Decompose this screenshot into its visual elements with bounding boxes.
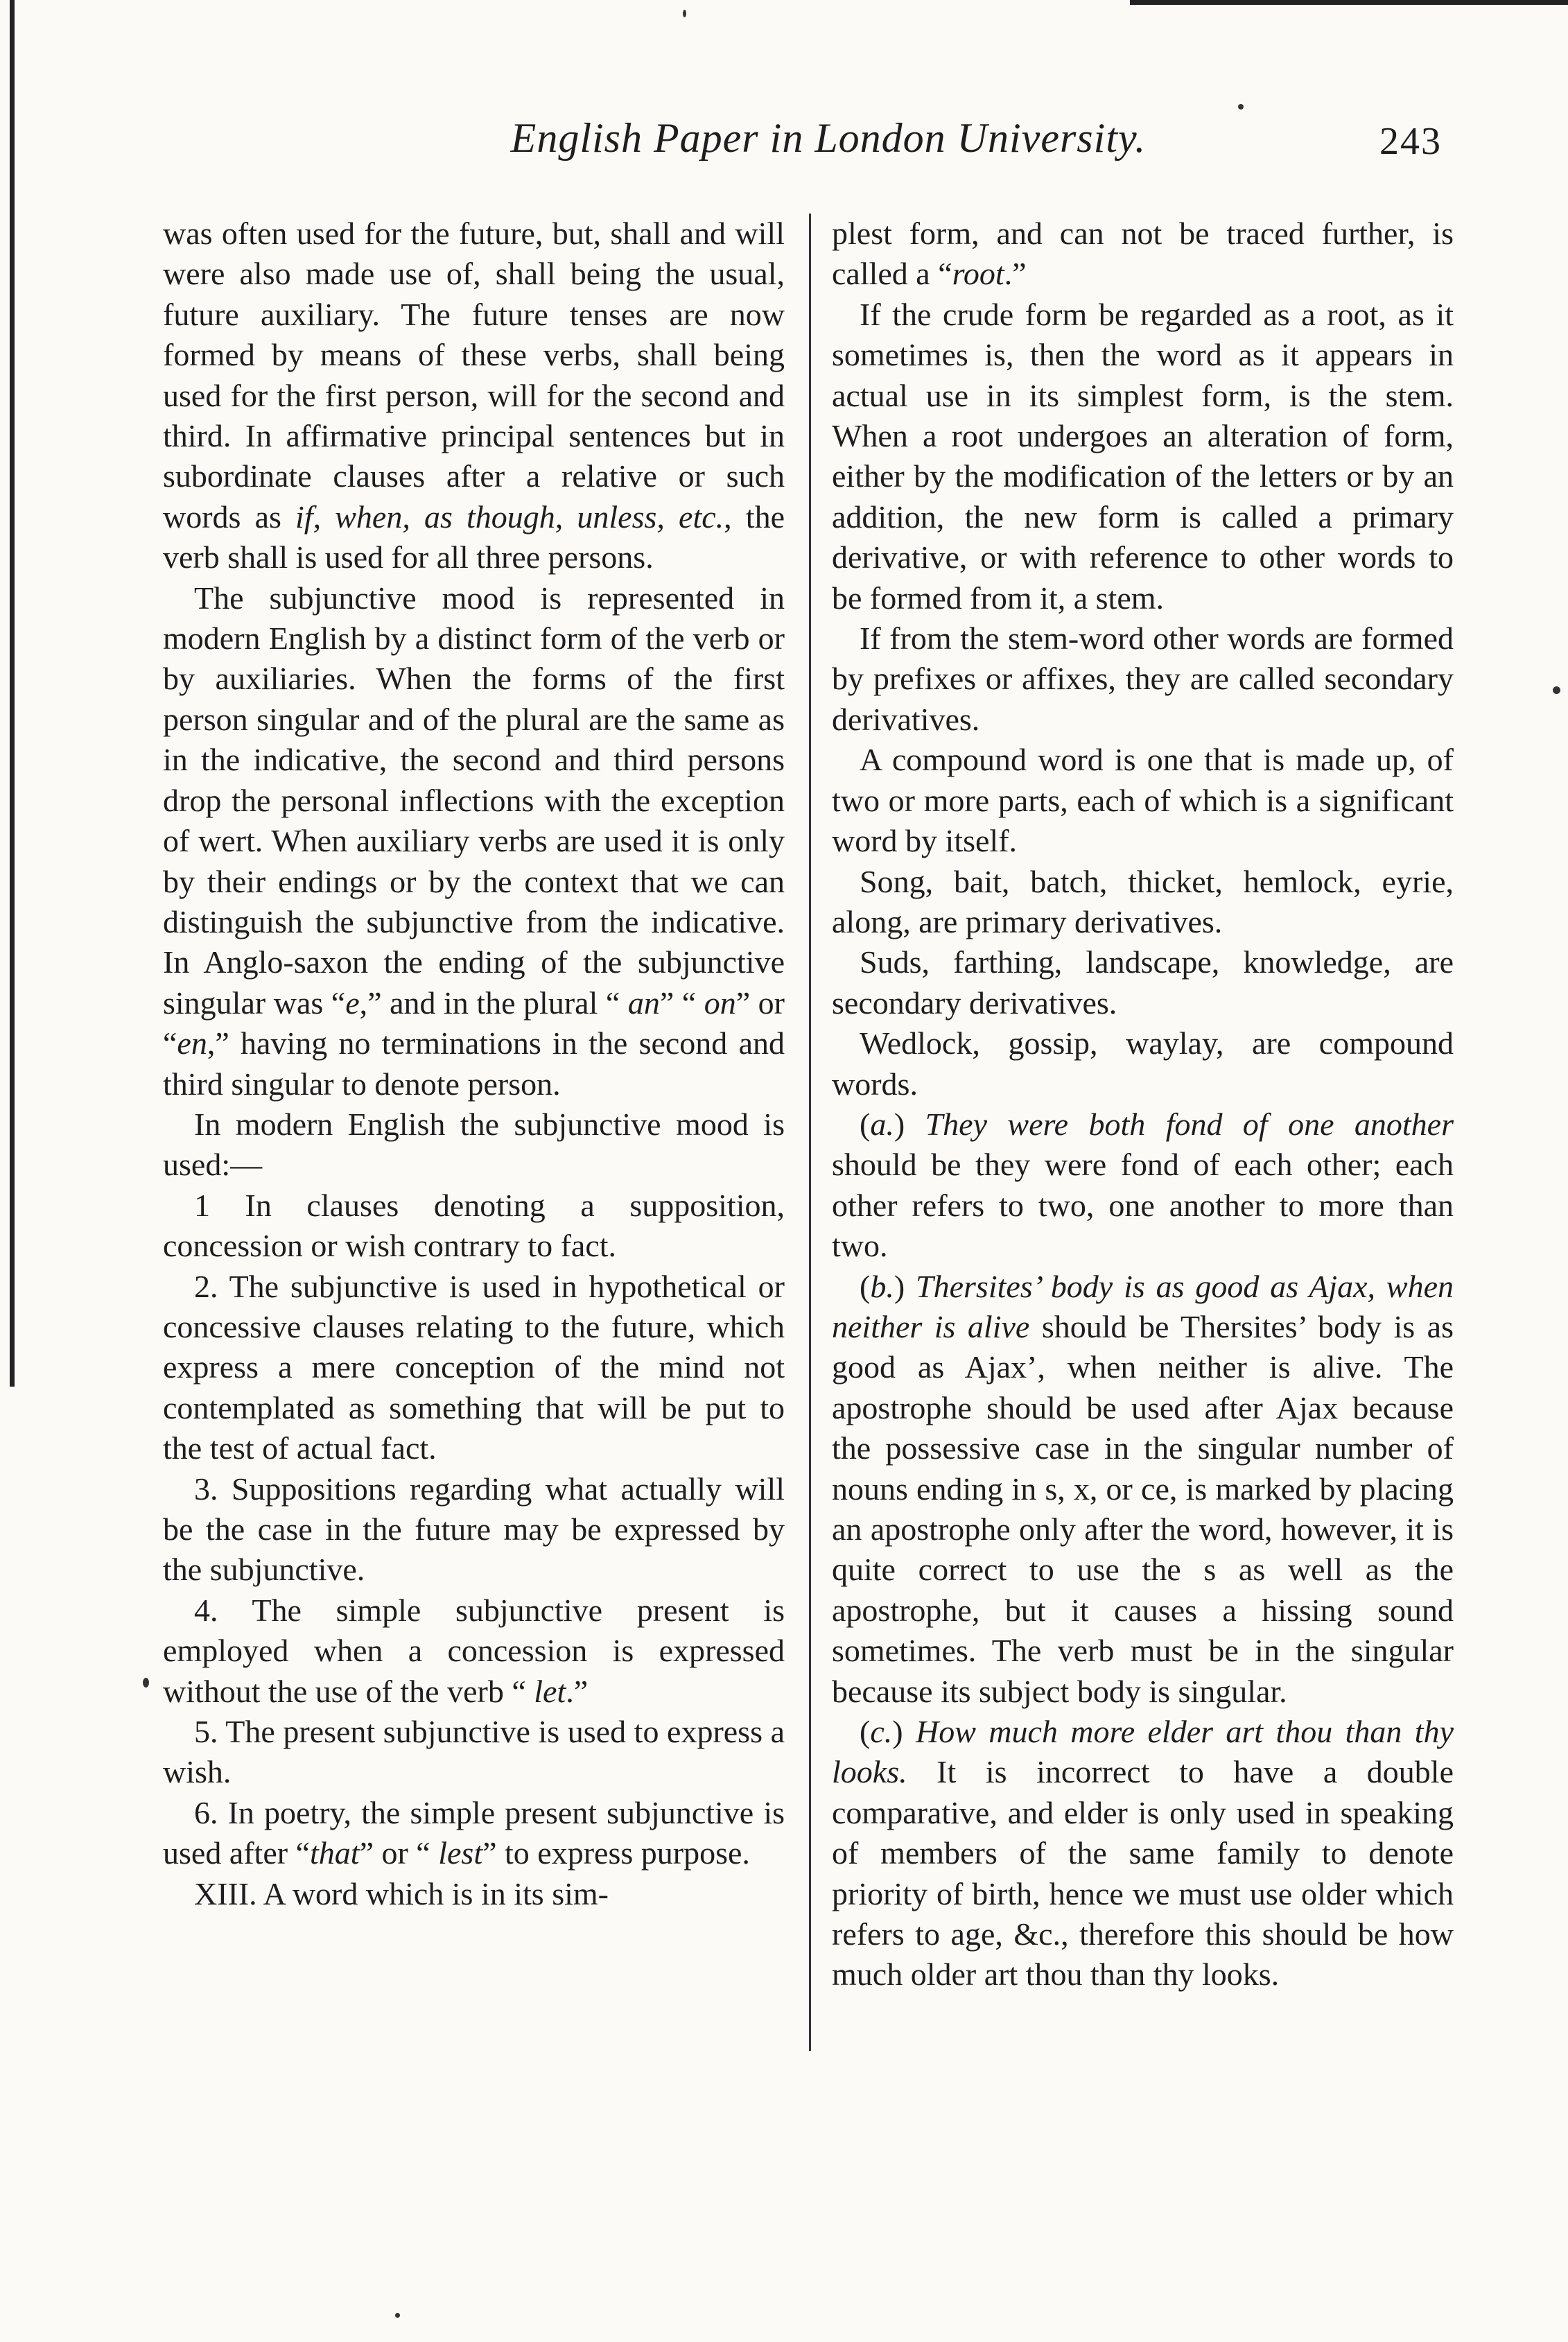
print-speck [395,2313,400,2318]
paragraph: was often used for the future, but, shall and will were also made use of, shall being the usual, future auxiliary. The future tenses are now formed by means of these verbs, shall being used for the first person, will for the second and third. In affirmative principal sentences but in subordinate clauses after a relative or such words as if, when, as though, unless, etc., the verb shall is used for all three persons. [163,216,785,575]
answer-paragraph: (c.) How much more elder art thou than thy looks. It is incorrect to have a double comparative, and elder is only used in speaking of members of the same family to denote priority of birth, hence we must use older which refers to age, &c., therefore this should be how much older art thou than thy looks. [832,1714,1454,1993]
answer-paragraph: (b.) Thersites’ body is as good as Ajax, when neither is alive should be Thersites’ body is as good as Ajax’, when neither is alive. The apostrophe should be used after Ajax because the possessive case in the singular number of nouns ending in s, x, or ce, is marked by placing an apostrophe only after the word, however, it is quite correct to use the s as well as the apostrophe, but it causes a hissing sound sometimes. The verb must be in the singular because its subject body is singular. [832,1268,1454,1709]
paragraph: Wedlock, gossip, waylay, are compound words. [832,1025,1454,1102]
paragraph: In modern English the subjunctive mood is used:— [163,1106,785,1183]
list-item: 5. The present subjunctive is used to express a wish. [163,1714,785,1790]
paragraph: A compound word is one that is made up, of two or more parts, each of which is a significant word by itself. [832,742,1454,859]
paragraph: Suds, farthing, landscape, knowledge, are secondary derivatives. [832,944,1454,1021]
page-edge-rule [10,0,15,1387]
paragraph: Song, bait, batch, thicket, hemlock, eyrie, along, are primary derivatives. [832,863,1454,939]
print-speck [143,1678,149,1688]
print-speck [1553,686,1560,694]
paragraph: plest form, and can not be traced further, is called a “root.” [832,216,1454,292]
top-edge-rule [1130,0,1568,5]
paragraph: If from the stem-word other words are formed by prefixes or affixes, they are called secondary derivatives. [832,621,1454,737]
list-item: 2. The subjunctive is used in hypothetical or concessive clauses relating to the future, which express a mere conception of the mind not contemplated as something that will be put to the test of actual fact. [163,1268,785,1466]
print-speck [1238,104,1244,110]
print-speck [683,10,686,17]
column-divider [809,214,811,2051]
section-start: XIII. A word which is in its sim- [194,1875,609,1911]
list-item: 3. Suppositions regarding what actually will be the case in the future may be expressed by the subjunctive. [163,1471,785,1588]
list-item: 6. In poetry, the simple present subjunctive is used after “that” or “ lest” to express purpose. [163,1794,785,1871]
list-item: 4. The simple subjunctive present is employed when a concession is expressed without the use of the verb “ let.” [163,1592,785,1709]
list-item: 1 In clauses denoting a supposition, concession or wish contrary to fact. [163,1187,785,1264]
running-title: English Paper in London University. [510,115,1147,161]
paragraph: If the crude form be regarded as a root, as it sometimes is, then the word as it appears in actual use in its simplest form, is the stem. When a root undergoes an alteration of form, either by the modification of the letters or by an addition, the new form is called a primary derivative, or with reference to other words to be formed from it, a stem. [832,296,1454,616]
right-text-column [832,214,1454,1995]
paragraph: The subjunctive mood is represented in modern English by a distinct form of the verb or by auxiliaries. When the forms of the first person singular and of the plural are the same as in the indicative, the second and third persons drop the personal inflections with the exception of wert. When auxiliary verbs are used it is only by their endings or by the context that we can distinguish the subjunctive from the indicative. In Anglo-saxon the ending of the subjunctive singular was “e,” and in the plural “ an” “ on” or “en,” having no terminations in the second and third singular to denote person. [163,580,785,1102]
answer-paragraph: (a.) They were both fond of one another should be they were fond of each other; each other refers to two, one another to more than two. [832,1106,1454,1264]
left-text-column [163,214,785,1914]
page-number: 243 [1379,120,1442,163]
